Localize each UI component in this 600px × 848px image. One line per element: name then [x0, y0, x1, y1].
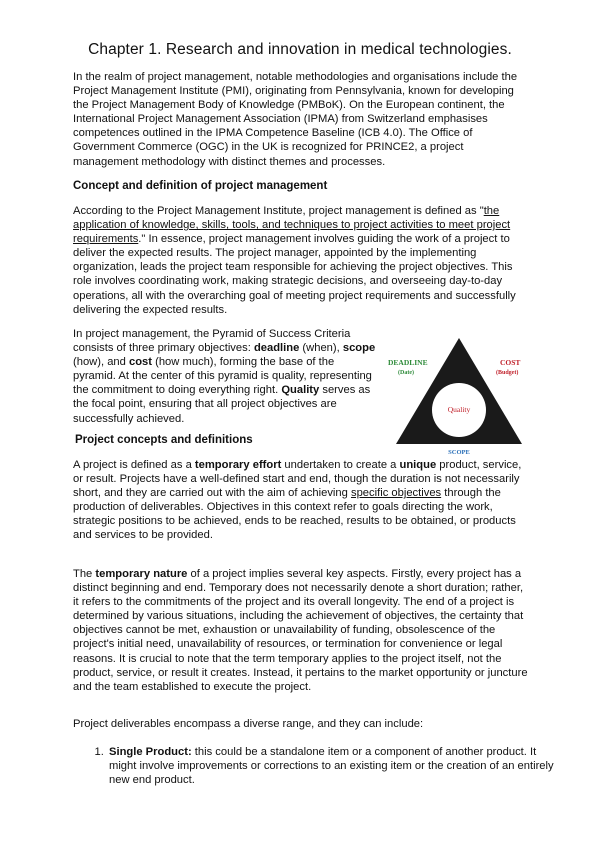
quality-label: Quality — [447, 405, 471, 414]
term-deadline: deadline — [253, 342, 300, 355]
section-heading-project-concepts: Project concepts and definitions — [75, 434, 253, 446]
pyramid-paragraph: In project management, the Pyramid of Success Criteria consists of three primary objectives: deadline (when), scope (how), and cost (how much), forming the base of the pyramid. At the center of this pyramid is quality, representing the commitment to doing everything right. Quality serves as the focal point, ensuring that all project objectives are successfully achieved. — [73, 328, 376, 425]
temporary-nature-paragraph: The temporary nature of a project implies several key aspects. Firstly, every project has a distinct beginning and end. Temporary does not necessarily denote a short duration; rather, it refers to the commitments of the project and its overall longevity. The end of a project is determined by various situations, including the achievement of objectives, the certainty that objectives cannot be met, exhaustion or unavailability of funding, obsolescence of the project's initial need, unavailability of resources, or termination for convenience or legal reasons. It is crucial to note that the term temporary applies to the project itself, not the product, service, or result it creates. Instead, it pertains to the market opportunity or juncture and the team established to execute the project. — [73, 568, 528, 693]
scope-label: SCOPE — [448, 449, 470, 456]
intro-paragraph: In the realm of project management, notable methodologies and organisations include the Project Management Institute (PMI), originating from Pennsylvania, known for developing the Project Management Body of Knowledge (PMBoK). On the European continent, the International Project Management Association (IPMA) from Switzerland emphasises competences outlined in the IPMA Competence Baseline (ICB 4.0). The Office of Government Commerce (OGC) in the UK is recognized for PRINCE2, a project management methodology with distinct themes and processes. — [73, 71, 518, 168]
deliverables-list — [73, 745, 562, 787]
pmi-definition-link[interactable]: the application of knowledge, skills, tools, and techniques to project activities to meet project requirements — [73, 205, 511, 246]
cost-sub-label: (Budget) — [496, 370, 519, 376]
list-item-title: Single Product: — [109, 746, 192, 758]
cost-label: COST — [500, 358, 521, 367]
list-item — [107, 745, 562, 787]
list-item-text: this could be a standalone item or a component of another product. It might involve improvements or corrections to an existing item or the creation of an entirely new end product. — [109, 746, 554, 787]
deadline-sub-label: (Date) — [398, 370, 414, 376]
project-definition-paragraph: A project is defined as a temporary effort undertaken to create a unique product, service, or result. Projects have a well-defined start and end, though the duration is not necessarily short, and they are carried out with the aim of achieving specific objectives through the production of deliverables. Objectives in this context refer to goals directing the work, strategic positions to be achieved, ends to be reached, results to be obtained, or products and services to be provided. — [73, 459, 522, 542]
term-cost: cost — [128, 356, 152, 369]
term-temporary-nature: temporary nature — [95, 568, 188, 580]
term-scope: scope — [342, 342, 376, 355]
deliverables-intro: Project deliverables encompass a diverse range, and they can include: — [73, 718, 424, 730]
chapter-title: Chapter 1. Research and innovation in medical technologies. — [88, 41, 512, 58]
term-unique: unique — [399, 459, 437, 471]
term-quality: Quality — [281, 384, 320, 397]
deadline-label: DEADLINE — [388, 358, 428, 367]
section-heading-concept: Concept and definition of project management — [73, 180, 328, 192]
pm-definition-paragraph: According to the Project Management Institute, project management is defined as "the application of knowledge, skills, tools, and techniques to project activities to meet project requirements." In essence, project management involves guiding the work of a project to deliver the expected results. The project manager, appointed by the implementing organization, leads the project team responsible for achieving the project objectives. This role involves coordinating work, making strategic decisions, and overseeing day-to-day operations, all with the overarching goal of meeting project requirements and successfully delivering the expected results. — [73, 205, 516, 316]
term-specific-objectives: specific objectives — [350, 487, 442, 500]
term-temporary-effort: temporary effort — [194, 459, 282, 471]
pyramid-diagram — [388, 332, 530, 458]
